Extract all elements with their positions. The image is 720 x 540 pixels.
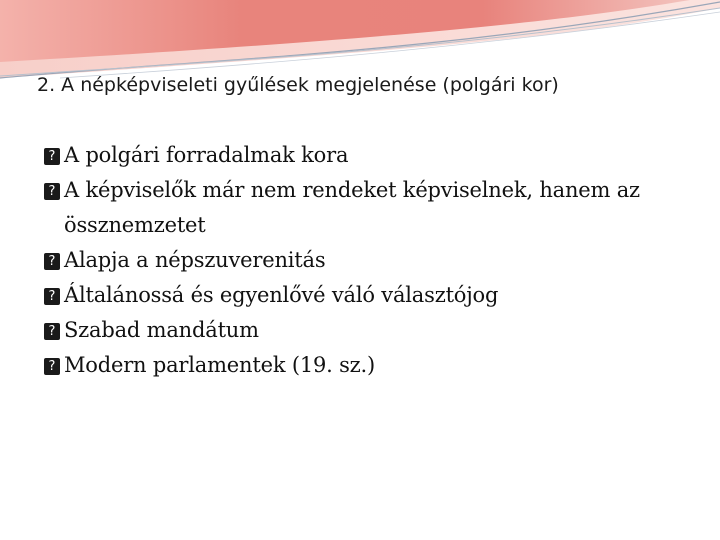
bullet-item xyxy=(44,243,684,278)
replacement-glyph-icon: ? xyxy=(44,358,60,375)
bullet-item xyxy=(44,138,684,173)
replacement-glyph-icon: ? xyxy=(44,253,60,270)
bullet-text: Modern parlamentek (19. sz.) xyxy=(64,353,375,377)
bullet-text: A képviselők már nem rendeket képviselnek, hanem az össznemzetet xyxy=(64,178,640,237)
bullet-text: A polgári forradalmak kora xyxy=(64,143,349,167)
bullet-list xyxy=(44,138,684,383)
replacement-glyph-icon: ? xyxy=(44,183,60,200)
bullet-item xyxy=(44,348,684,383)
replacement-glyph-icon: ? xyxy=(44,288,60,305)
slide-title: 2. A népképviseleti gyűlések megjelenése (polgári kor) xyxy=(37,74,559,96)
bullet-item xyxy=(44,278,684,313)
replacement-glyph-icon: ? xyxy=(44,148,60,165)
bullet-item xyxy=(44,173,684,243)
bullet-text: Szabad mandátum xyxy=(64,318,259,342)
replacement-glyph-icon: ? xyxy=(44,323,60,340)
bullet-text: Általánossá és egyenlővé váló választójog xyxy=(64,283,499,307)
bullet-item xyxy=(44,313,684,348)
bullet-text: Alapja a népszuverenitás xyxy=(64,248,326,272)
